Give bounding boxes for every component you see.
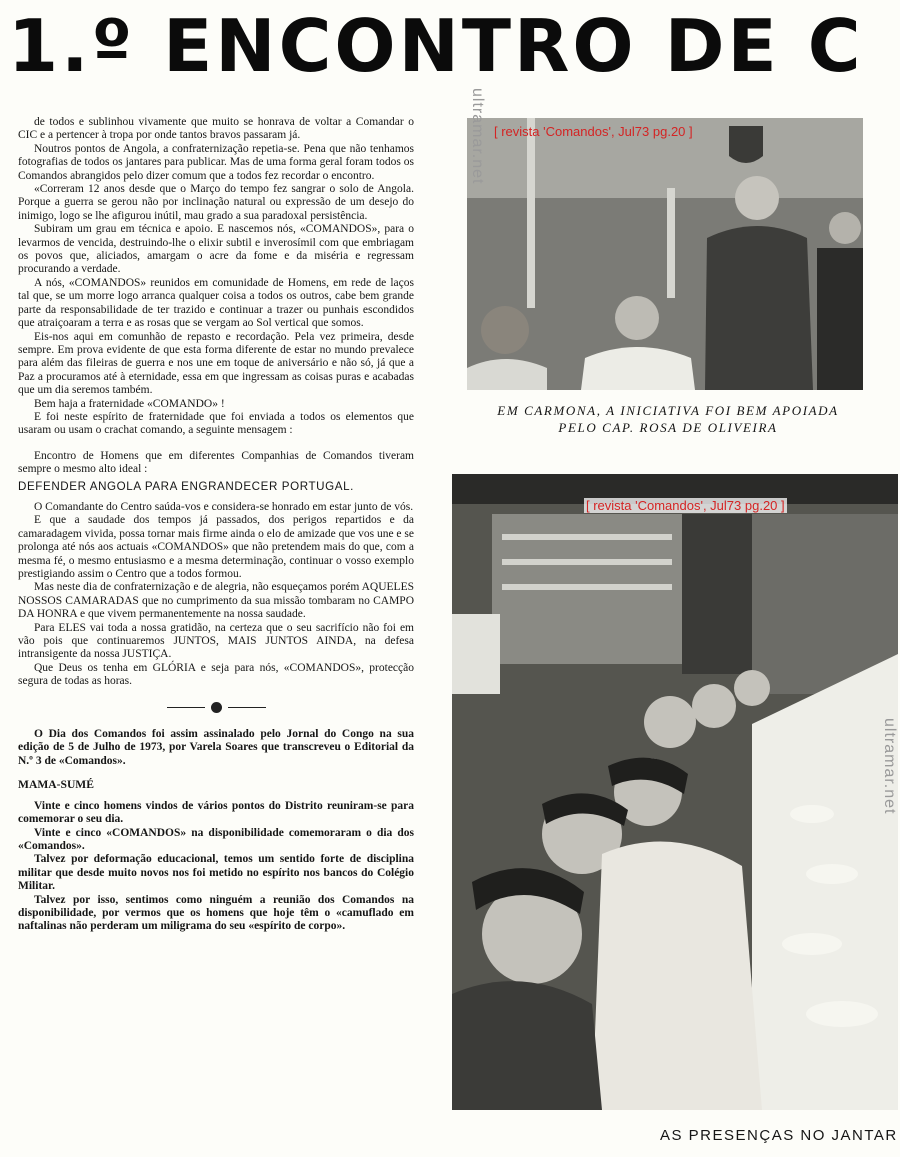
post-intro: O Dia dos Comandos foi assim assinalado pelo Jornal do Congo na sua edição de 5 de Julho de 1973, por Varela Soares que transcreveu o Editorial da N.º 3 de «Comandos».	[18, 728, 414, 767]
section-paragraph: Talvez por isso, sentimos como ninguém a reunião dos Comandos na disponibilidade, por vermos que os homens que hoje têm o «camuflado em naftalinas não perderam um miligrama do seu «espírito de corpo».	[18, 893, 414, 933]
page-title: 1.º ENCONTRO DE C	[8, 6, 864, 86]
photo-carmona	[467, 118, 863, 390]
article-column	[18, 116, 414, 934]
section-paragraph: Vinte e cinco homens vindos de vários pontos do Distrito reuniram-se para comemorar o seu dia.	[18, 799, 414, 826]
source-stamp: [ revista 'Comandos', Jul73 pg.20 ]	[586, 498, 785, 513]
ornament-icon	[211, 702, 222, 713]
message-paragraph: Mas neste dia de confraternização e de alegria, não esqueçamos porém AQUELES NOSSOS CAMARADAS que no cumprimento da sua missão tombaram no CAMPO DA HONRA e que vivem permanentemente na nossa saudade.	[18, 581, 414, 621]
article-paragraph: Noutros pontos de Angola, a confraternização repetia-se. Pena que não tenhamos fotografias de todos os jantares para publicar. Mas de uma forma geral foram todos os Comandos abrangidos pelo dizer comum que a todos fez recordar o encontro.	[18, 142, 414, 182]
photo-caption: AS PRESENÇAS NO JANTAR	[660, 1127, 898, 1144]
article-paragraph: Bem haja a fraternidade «COMANDO» !	[34, 397, 225, 410]
section-paragraph: Talvez por deformação educacional, temos um sentido forte de disciplina militar que desde muito novos nos foi metido no espírito nos bancos do Colégio Militar.	[18, 853, 414, 893]
article-paragraph: E foi neste espírito de fraternidade que foi enviada a todos os elementos que usaram ou usam o crachat comando, a seguinte mensagem :	[18, 410, 414, 437]
article-paragraph: A nós, «COMANDOS» reunidos em comunidade de Homens, em rede de laços tal que, se um morre logo arranca qualquer coisa a todos os outros, cabe bem grande parte da responsabilidade de ter trazido e continuar a trazer ou punhais escondidos que atraiçoaram a terra e as rosas que se vergam ao Sol vertical que somos.	[18, 276, 414, 330]
message-paragraph: Para ELES vai toda a nossa gratidão, na certeza que o seu sacrifício não foi em vão pois que continuaremos JUNTOS, MAIS JUNTOS AINDA, na defesa intransigente da nossa JUSTIÇA.	[18, 621, 414, 661]
source-stamp: [ revista 'Comandos', Jul73 pg.20 ]	[494, 124, 693, 139]
section-separator	[18, 701, 414, 714]
caption-line: EM CARMONA, A INICIATIVA FOI BEM APOIADA	[497, 403, 839, 418]
message-paragraph: O Comandante do Centro saúda-vos e considera-se honrado em estar junto de vós.	[34, 500, 414, 513]
message-paragraph: Que Deus os tenha em GLÓRIA e seja para nós, «COMANDOS», protecção segura de todas as horas.	[18, 661, 414, 688]
photo-dinner-illustration	[452, 474, 898, 1110]
article-paragraph: Eis-nos aqui em comunhão de repasto e recordação. Pela vez primeira, desde sempre. Em prova evidente de que esta forma diferente de estar no mundo prevalece para além das fileiras de guerra e nos une em toque de aniversário e não só, já que a Paz a procuramos até à eternidade, essa em que ingressam as coisas puras e acabadas que um dia seremos também.	[18, 330, 414, 397]
caption-line: PELO CAP. ROSA DE OLIVEIRA	[558, 420, 778, 435]
message-paragraph: E que a saudade dos tempos já passados, dos perigos repartidos e da camaradagem vivida, possa tornar mais firme ainda o elo de amizade que vos une e se prolonga até nós aos actuais «COMANDOS» que não pretendem mais do que, com a mesma fé, o mesmo entusiasmo e a mesma determinação, continuar o vosso exemplo prestigiando assim o Centro que a todos formou.	[18, 514, 414, 580]
message-intro: Encontro de Homens que em diferentes Companhias de Comandos tiveram sempre o mesmo alto ideal :	[18, 449, 414, 476]
slogan: DEFENDER ANGOLA PARA ENGRANDECER PORTUGAL.	[18, 479, 354, 493]
watermark: ultramar.net	[469, 88, 486, 185]
article-paragraph: Subiram um grau em técnica e apoio. E nascemos nós, «COMANDOS», para o levarmos de vencida, destruindo-lhe o elixir subtil e inverosímil com que embriagam os povos que, aliciados, amargam o acre da fome e da miséria e regressam procurando a verdade.	[18, 223, 414, 276]
article-paragraph: de todos e sublinhou vivamente que muito se honrava de voltar a Comandar o CIC e a pertencer à tropa por onde tantos bravos passaram já.	[18, 116, 414, 142]
section-paragraph: Vinte e cinco «COMANDOS» na disponibilidade comemoraram o dia dos «Comandos».	[18, 826, 414, 852]
watermark: ultramar.net	[881, 718, 898, 815]
section-heading: MAMA-SUMÉ	[18, 778, 94, 792]
photo-carmona-illustration	[467, 118, 863, 390]
photo-dinner	[452, 474, 898, 1110]
photo-caption	[468, 402, 868, 436]
article-paragraph: «Correram 12 anos desde que o Março do tempo fez sangrar o solo de Angola. Porque a guerra se gerou não por inclinação natural ou expressão de um desejo do inimigo, logo se lhe afigurou inútil, mau grado a sua paradoxal persistência.	[18, 183, 414, 222]
